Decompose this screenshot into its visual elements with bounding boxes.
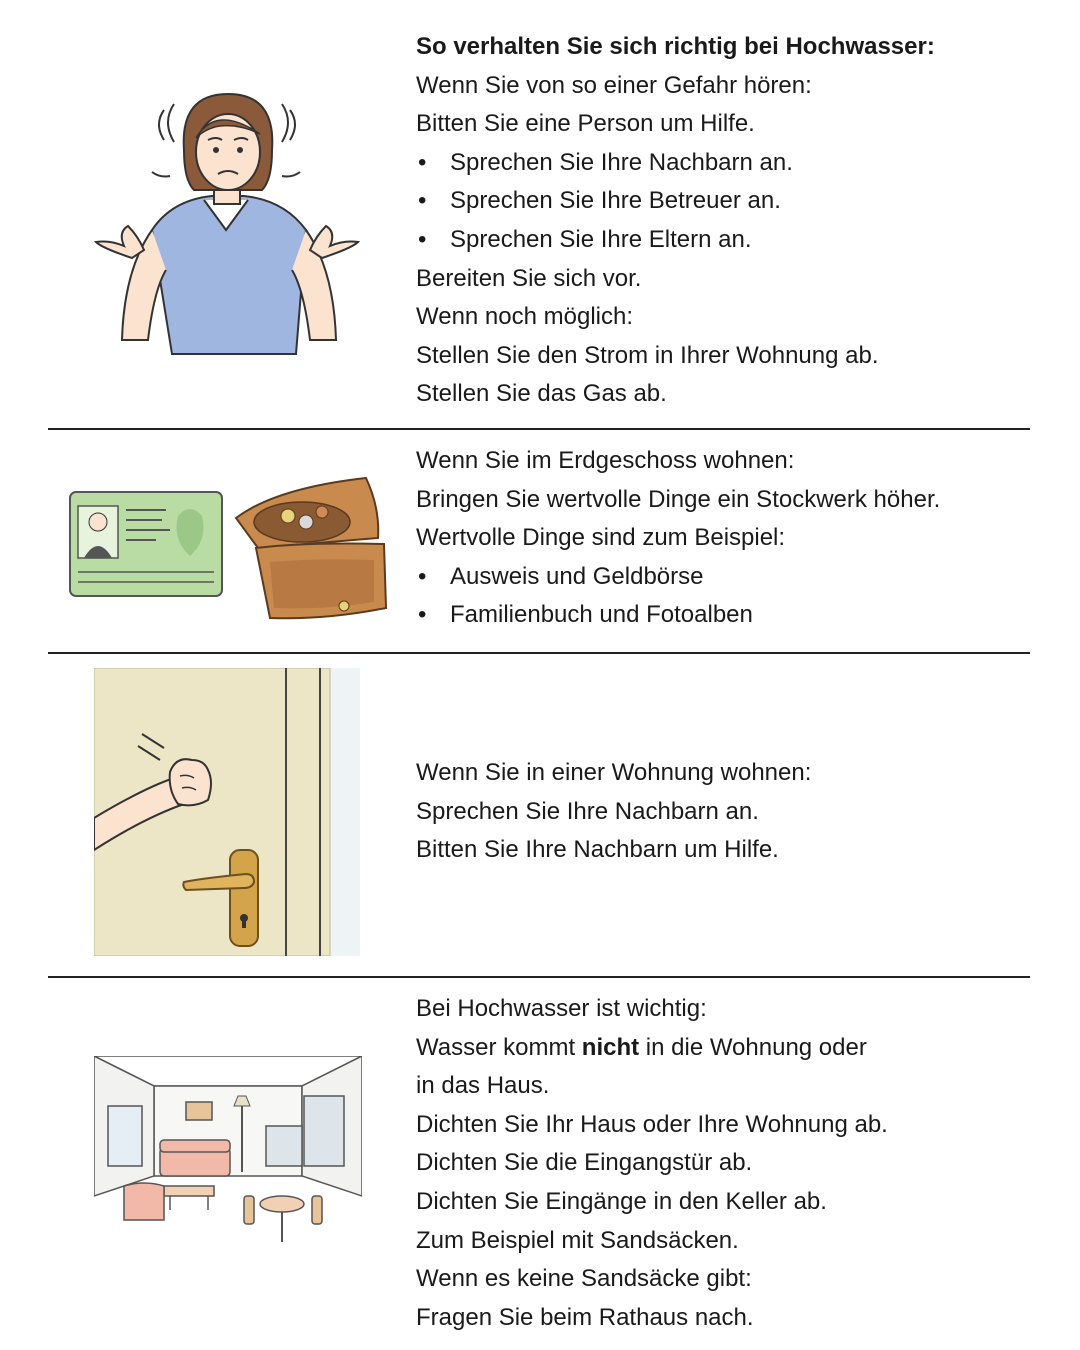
text-line: Wenn Sie in einer Wohnung wohnen:: [416, 759, 812, 786]
section-4-text: [416, 990, 1056, 1337]
text-line-emphasis: [416, 1029, 1056, 1068]
page-title: So verhalten Sie sich richtig bei Hochwasser:: [416, 33, 935, 60]
confused-person-icon: [92, 90, 362, 360]
text-line: Wertvolle Dinge sind zum Beispiel:: [416, 524, 786, 552]
text-line: Bei Hochwasser ist wichtig:: [416, 995, 707, 1022]
text-line: Sprechen Sie Ihre Nachbarn an.: [416, 797, 759, 825]
bullet-item: • Familienbuch und Fotoalben: [416, 596, 1056, 635]
text-line: Fragen Sie beim Rathaus nach.: [416, 1303, 754, 1331]
text-line: Dichten Sie Ihr Haus oder Ihre Wohnung ab.: [416, 1110, 888, 1138]
text-line: Bereiten Sie sich vor.: [416, 264, 642, 292]
section-3-text: [416, 754, 1056, 870]
text-line: Bitten Sie eine Person um Hilfe.: [416, 110, 755, 138]
text-line: Bitten Sie Ihre Nachbarn um Hilfe.: [416, 836, 779, 864]
bullet-item: • Sprechen Sie Ihre Eltern an.: [416, 221, 1056, 260]
section-ground-floor: [0, 430, 1080, 652]
section-apartment: [0, 654, 1080, 976]
emphasis-not: nicht: [581, 1033, 640, 1061]
living-room-icon: [94, 1056, 362, 1256]
text-part: Wasser kommt: [416, 1033, 582, 1061]
section-1-text: [416, 28, 1056, 414]
section-before-flood: [0, 0, 1080, 428]
text-line: Wenn Sie im Erdgeschoss wohnen:: [416, 447, 795, 474]
text-line: Dichten Sie Eingänge in den Keller ab.: [416, 1187, 827, 1215]
text-line: in das Haus.: [416, 1072, 550, 1100]
text-line: Zum Beispiel mit Sandsäcken.: [416, 1226, 739, 1254]
section-2-text: [416, 442, 1056, 635]
bullet-item: • Sprechen Sie Ihre Nachbarn an.: [416, 144, 1056, 183]
text-line: Stellen Sie das Gas ab.: [416, 380, 667, 408]
text-part: in die Wohnung oder: [639, 1033, 867, 1061]
section-sealing: [0, 978, 1080, 1350]
text-line: Wenn es keine Sandsäcke gibt:: [416, 1265, 752, 1293]
text-line: Stellen Sie den Strom in Ihrer Wohnung ab.: [416, 341, 879, 369]
knocking-on-door-icon: [94, 668, 360, 956]
id-card-and-wallet-icon: [66, 466, 396, 626]
bullet-item: • Ausweis und Geldbörse: [416, 558, 1056, 597]
text-line: Bringen Sie wertvolle Dinge ein Stockwerk höher.: [416, 485, 941, 513]
bullet-item: • Sprechen Sie Ihre Betreuer an.: [416, 182, 1056, 221]
text-line: Wenn Sie von so einer Gefahr hören:: [416, 71, 812, 99]
text-line: Wenn noch möglich:: [416, 303, 634, 331]
text-line: Dichten Sie die Eingangstür ab.: [416, 1149, 753, 1177]
